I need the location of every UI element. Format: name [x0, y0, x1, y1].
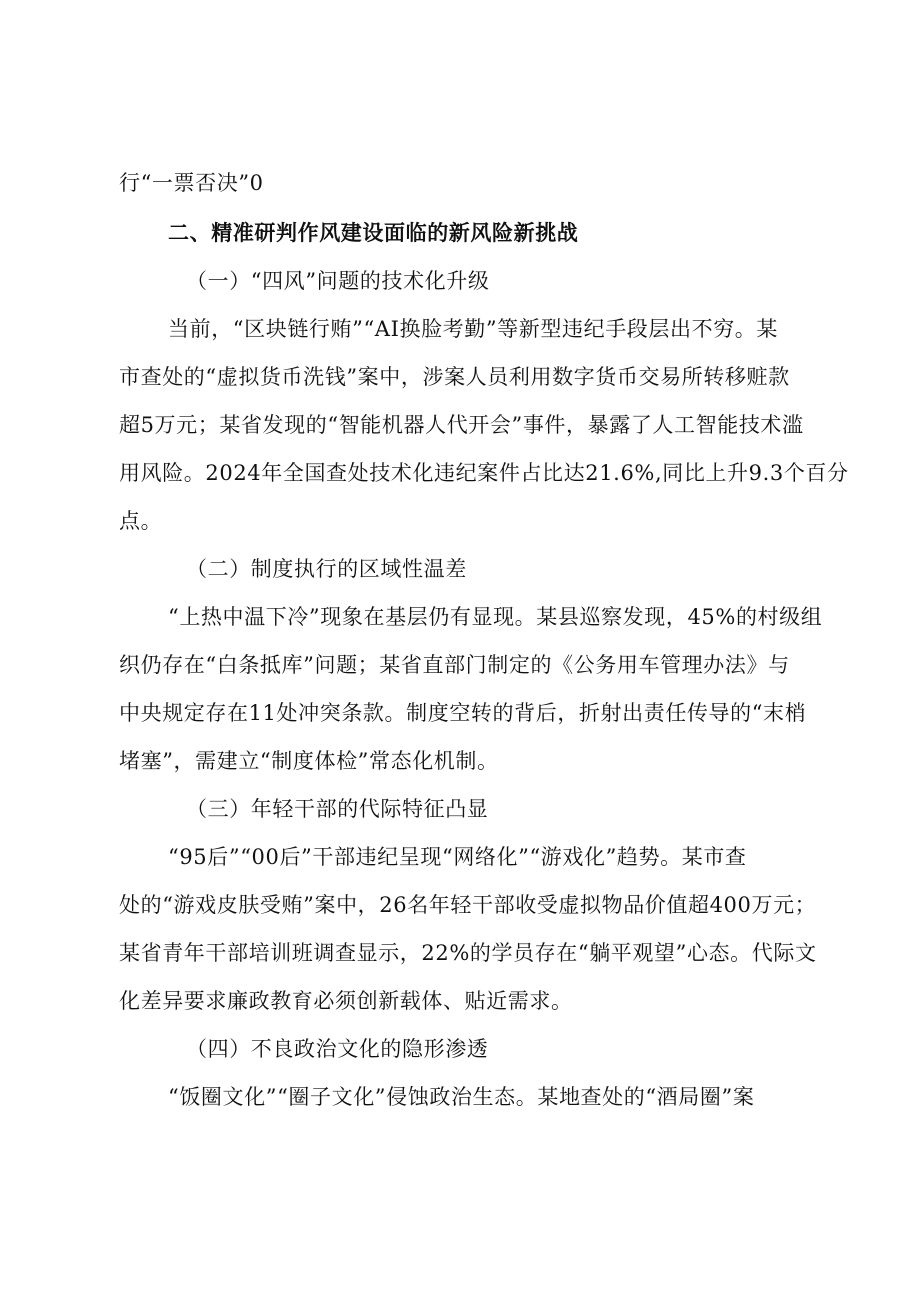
paragraph-line: “95后”“00后”干部违纪呈现“网络化”“游戏化”趋势。某市查 — [168, 845, 747, 869]
section-heading: 二、精准研判作风建设面临的新风险新挑战 — [168, 221, 579, 245]
paragraph-line: “上热中温下冷”现象在基层仍有显现。某县巡察发现，45%的村级组 — [168, 605, 823, 629]
subsection-heading: （三）年轻干部的代际特征凸显 — [186, 797, 489, 821]
paragraph-line: 织仍存在“白条抵库”问题；某省直部门制定的《公务用车管理办法》与 — [119, 653, 790, 677]
paragraph-line: 中央规定存在11处冲突条款。制度空转的背后，折射出责任传导的“末梢 — [119, 701, 807, 725]
paragraph-line: 点。 — [119, 509, 163, 533]
paragraph-line: 当前，“区块链行贿”“AI换脸考勤”等新型违纪手段层出不穷。某 — [168, 317, 779, 341]
subsection-heading: （四）不良政治文化的隐形渗透 — [186, 1037, 489, 1061]
paragraph-line: “饭圈文化”“圈子文化”侵蚀政治生态。某地查处的“酒局圈”案 — [168, 1085, 755, 1109]
paragraph-line: 用风险。2024年全国查处技术化违纪案件占比达21.6%,同比上升9.3个百分 — [119, 461, 849, 485]
paragraph-line: 市查处的“虚拟货币洗钱”案中，涉案人员利用数字货币交易所转移赃款 — [119, 365, 790, 389]
paragraph-line: 堵塞”，需建立“制度体检”常态化机制。 — [119, 749, 499, 773]
subsection-heading: （二）制度执行的区域性温差 — [186, 557, 467, 581]
paragraph-line: 化差异要求廉政教育必须创新载体、贴近需求。 — [119, 989, 573, 1013]
text-line: 行“一票否决”0 — [119, 171, 264, 195]
paragraph-line: 处的“游戏皮肤受贿”案中，26名年轻干部收受虚拟物品价值超400万元； — [119, 893, 817, 917]
subsection-heading: （一）“四风”问题的技术化升级 — [186, 269, 490, 293]
paragraph-line: 某省青年干部培训班调查显示，22%的学员存在“躺平观望”心态。代际文 — [119, 941, 817, 965]
paragraph-line: 超5万元；某省发现的“智能机器人代开会”事件，暴露了人工智能技术滥 — [119, 413, 804, 437]
